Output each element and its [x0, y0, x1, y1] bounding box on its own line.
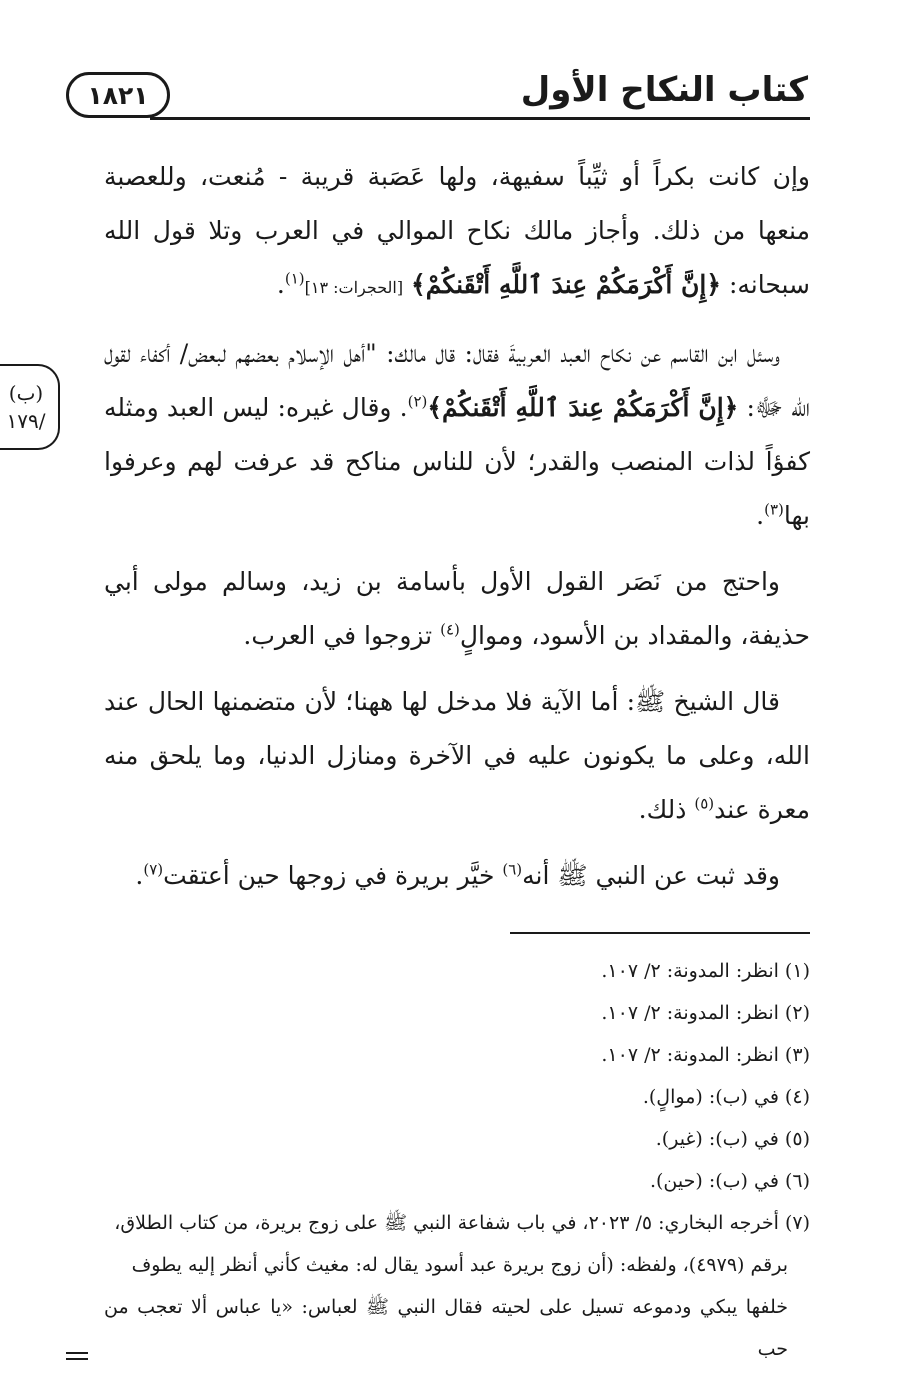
- paragraph-1-text: وإن كانت بكراً أو ثيِّباً سفيهة، ولها عَصَبة قريبة - مُنعت، وللعصبة منعها من ذلك. وأجاز مالك نكاح الموالي في العرب وتلا قول الله سبحانه:: [104, 162, 810, 299]
- paragraph-4: [104, 675, 810, 837]
- footnote-1: (١) انظر: المدونة: ٢/ ١٠٧.: [601, 960, 810, 982]
- paragraph-5-text-b: خيَّر بريرة في زوجها حين أعتقت: [163, 861, 503, 890]
- footnote-7-line3: خلفها يبكي ودموعه تسيل على لحيته فقال النبي ﷺ لعباس: «يا عباس ألا تعجب من حب: [104, 1296, 788, 1360]
- paragraph-3-text: واحتج من نَصَر القول الأول بأسامة بن زيد، وسالم مولى أبي حذيفة، والمقداد بن الأسود، وموالٍ: [104, 567, 810, 650]
- header-rule: [150, 117, 810, 120]
- margin-note-line2: /١٧٩: [6, 409, 46, 433]
- footnote-7-line2: برقم (٤٩٧٩)، ولفظه: (أن زوج بريرة عبد أسود يقال له: مغيث كأني أنظر إليه يطوف: [131, 1254, 788, 1276]
- paragraph-5-end: .: [135, 861, 144, 890]
- paragraph-2-end: .: [756, 501, 765, 530]
- quran-verse: ﴿إِنَّ أَكْرَمَكُمْ عِندَ ٱللَّهِ أَتْقَنكُمْ﴾: [411, 270, 722, 299]
- paragraph-1: [104, 150, 810, 315]
- footnote-ref-4: (٤): [440, 620, 460, 639]
- paragraph-2: [104, 327, 810, 543]
- footnote-7-line1: (٧) أخرجه البخاري: ٥/ ٢٠٢٣، في باب شفاعة النبي ﷺ على زوج بريرة، من كتاب الطلاق،: [114, 1212, 810, 1234]
- paragraph-1-end: .: [276, 270, 285, 299]
- page-number: ١٨٢١: [87, 80, 149, 110]
- footnote-5: (٥) في (ب): (غير).: [655, 1128, 810, 1150]
- main-text: [104, 150, 810, 915]
- footnote-ref-5: (٥): [694, 794, 715, 813]
- paragraph-3: [104, 555, 810, 663]
- footnote-ref-6: (٦): [502, 860, 523, 879]
- paragraph-5: [104, 849, 810, 903]
- footnote-2: (٢) انظر: المدونة: ٢/ ١٠٧.: [601, 1002, 810, 1024]
- footnote-4: (٤) في (ب): (موالٍ).: [642, 1086, 810, 1108]
- paragraph-4-text-b: ذلك.: [638, 795, 695, 824]
- page-number-badge: [66, 72, 170, 118]
- paragraph-2-text: وسئل ابن القاسم عن نكاح العبد العربيةَ فقال: قال مالك: "أهل الإسلام بعضهم لبعض/ أكفاء لقول الله ﷻ:: [104, 339, 810, 422]
- running-header-title: كتاب النكاح الأول: [520, 70, 808, 110]
- footnote-ref-7: (٧): [143, 860, 164, 879]
- paragraph-5-text: وقد ثبت عن النبي ﷺ أنه: [522, 861, 780, 890]
- footnote-7: [104, 1202, 810, 1370]
- footnote-6: (٦) في (ب): (حين).: [649, 1170, 810, 1192]
- surah-reference: [الحجرات: ١٣]: [304, 278, 404, 297]
- footnote-ref-3: (٣): [764, 500, 784, 519]
- footnote-ref-1: (١): [284, 269, 305, 288]
- paragraph-3-text-b: تزوجوا في العرب.: [243, 621, 441, 650]
- footnote-ref-2: (٢): [407, 392, 428, 411]
- footnote-separator: [510, 932, 810, 934]
- margin-note-line1: (ب): [8, 381, 44, 405]
- footnote-3: (٣) انظر: المدونة: ٢/ ١٠٧.: [601, 1044, 810, 1066]
- quran-verse: ﴿إِنَّ أَكْرَمَكُمْ عِندَ ٱللَّهِ أَتْقَنكُمْ﴾: [427, 393, 739, 422]
- continuation-mark: [66, 1352, 88, 1360]
- footnotes: [104, 950, 810, 1370]
- manuscript-margin-note: [0, 364, 60, 450]
- paragraph-4-text: قال الشيخ ﷺ: أما الآية فلا مدخل لها ههنا؛ لأن متضمنها الحال عند الله، وعلى ما يكونون عليه في الآخرة ومنازل الدنيا، وما يلحق منه معرة عند: [104, 687, 810, 824]
- paragraph-2-text-b: . وقال غيره: ليس العبد ومثله كفؤاً لذات المنصب والقدر؛ لأن للناس مناكح قد عرفت لهم وعرفوا بها: [104, 393, 810, 530]
